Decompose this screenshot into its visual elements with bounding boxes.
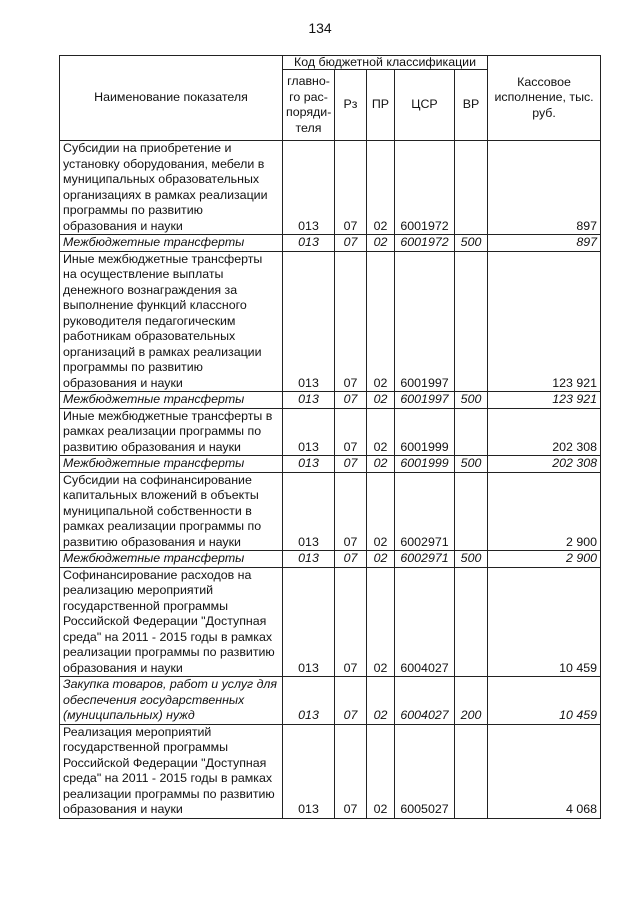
row-name: Межбюджетные трансферты — [60, 551, 283, 568]
row-vr — [455, 567, 488, 677]
row-rz: 07 — [335, 472, 367, 551]
row-name: Иные межбюджетные трансферты в рамках реализации программы по развитию образования и науки — [60, 408, 283, 456]
header-grbs: главно-го рас-поряди-теля — [283, 70, 335, 141]
row-grbs: 013 — [283, 392, 335, 409]
row-name: Закупка товаров, работ и услуг для обеспечения государственных (муниципальных) нужд — [60, 677, 283, 725]
row-amount: 123 921 — [488, 251, 601, 392]
row-pr: 02 — [367, 456, 395, 473]
row-vr — [455, 141, 488, 235]
page-number: 134 — [308, 20, 332, 36]
table-row — [60, 408, 601, 456]
header-indicator-name: Наименование показателя — [60, 56, 283, 141]
row-amount: 10 459 — [488, 567, 601, 677]
row-amount: 10 459 — [488, 677, 601, 725]
row-csr: 6001972 — [395, 141, 455, 235]
row-grbs: 013 — [283, 551, 335, 568]
row-vr: 200 — [455, 677, 488, 725]
row-pr: 02 — [367, 408, 395, 456]
row-name: Субсидии на софинансирование капитальных вложений в объекты муниципальной собственности в рамках реализации программы по развитию образования и науки — [60, 472, 283, 551]
row-vr — [455, 472, 488, 551]
table-row — [60, 456, 601, 473]
header-csr: ЦСР — [395, 70, 455, 141]
row-amount: 202 308 — [488, 456, 601, 473]
row-rz: 07 — [335, 141, 367, 235]
table-row — [60, 251, 601, 392]
row-name: Иные межбюджетные трансферты на осуществление выплаты денежного вознаграждения за выполнение функций классного руководителя педагогическим работникам образовательных организаций в рамках реализации программы по развитию образования и науки — [60, 251, 283, 392]
row-name: Межбюджетные трансферты — [60, 456, 283, 473]
row-csr: 6001997 — [395, 251, 455, 392]
row-grbs: 013 — [283, 456, 335, 473]
header-pr: ПР — [367, 70, 395, 141]
row-rz: 07 — [335, 408, 367, 456]
header-vr: ВР — [455, 70, 488, 141]
row-grbs: 013 — [283, 235, 335, 252]
row-amount: 2 900 — [488, 472, 601, 551]
row-pr: 02 — [367, 567, 395, 677]
row-rz: 07 — [335, 567, 367, 677]
row-pr: 02 — [367, 251, 395, 392]
row-vr — [455, 251, 488, 392]
row-csr: 6002971 — [395, 472, 455, 551]
row-name: Межбюджетные трансферты — [60, 392, 283, 409]
row-pr: 02 — [367, 235, 395, 252]
table-row — [60, 392, 601, 409]
table-row — [60, 551, 601, 568]
row-vr: 500 — [455, 456, 488, 473]
row-pr: 02 — [367, 141, 395, 235]
header-cash-execution: Кассовое исполнение, тыс. руб. — [488, 56, 601, 141]
row-csr: 6001997 — [395, 392, 455, 409]
row-amount: 2 900 — [488, 551, 601, 568]
row-name: Софинансирование расходов на реализацию мероприятий государственной программы Российской Федерации "Доступная среда" на 2011 - 2015 годы в рамках реализации программы по развитию образования и науки — [60, 567, 283, 677]
header-rz: Рз — [335, 70, 367, 141]
row-grbs: 013 — [283, 472, 335, 551]
row-rz: 07 — [335, 235, 367, 252]
row-amount: 123 921 — [488, 392, 601, 409]
row-rz: 07 — [335, 456, 367, 473]
row-vr: 500 — [455, 235, 488, 252]
row-pr: 02 — [367, 392, 395, 409]
table-row — [60, 724, 601, 818]
row-csr: 6001999 — [395, 456, 455, 473]
row-pr: 02 — [367, 724, 395, 818]
row-vr: 500 — [455, 392, 488, 409]
row-grbs: 013 — [283, 567, 335, 677]
row-amount: 4 068 — [488, 724, 601, 818]
row-pr: 02 — [367, 551, 395, 568]
row-csr: 6002971 — [395, 551, 455, 568]
table-row — [60, 677, 601, 725]
row-vr: 500 — [455, 551, 488, 568]
row-csr: 6004027 — [395, 567, 455, 677]
row-rz: 07 — [335, 677, 367, 725]
row-grbs: 013 — [283, 408, 335, 456]
table-row — [60, 235, 601, 252]
row-rz: 07 — [335, 724, 367, 818]
row-grbs: 013 — [283, 141, 335, 235]
row-pr: 02 — [367, 677, 395, 725]
table-row — [60, 567, 601, 677]
row-amount: 897 — [488, 235, 601, 252]
row-csr: 6004027 — [395, 677, 455, 725]
header-budget-classification-code: Код бюджетной классификации — [283, 56, 488, 70]
table-row — [60, 472, 601, 551]
row-rz: 07 — [335, 551, 367, 568]
row-name: Межбюджетные трансферты — [60, 235, 283, 252]
row-csr: 6005027 — [395, 724, 455, 818]
budget-execution-table — [59, 55, 601, 819]
row-grbs: 013 — [283, 724, 335, 818]
row-vr — [455, 408, 488, 456]
row-grbs: 013 — [283, 677, 335, 725]
table-row — [60, 141, 601, 235]
row-name: Субсидии на приобретение и установку оборудования, мебели в муниципальных образовательных организациях в рамках реализации программы по развитию образования и науки — [60, 141, 283, 235]
row-grbs: 013 — [283, 251, 335, 392]
row-name: Реализация мероприятий государственной программы Российской Федерации "Доступная среда" на 2011 - 2015 годы в рамках реализации программы по развитию образования и науки — [60, 724, 283, 818]
row-csr: 6001999 — [395, 408, 455, 456]
row-pr: 02 — [367, 472, 395, 551]
row-amount: 897 — [488, 141, 601, 235]
row-rz: 07 — [335, 392, 367, 409]
row-rz: 07 — [335, 251, 367, 392]
row-csr: 6001972 — [395, 235, 455, 252]
row-vr — [455, 724, 488, 818]
row-amount: 202 308 — [488, 408, 601, 456]
